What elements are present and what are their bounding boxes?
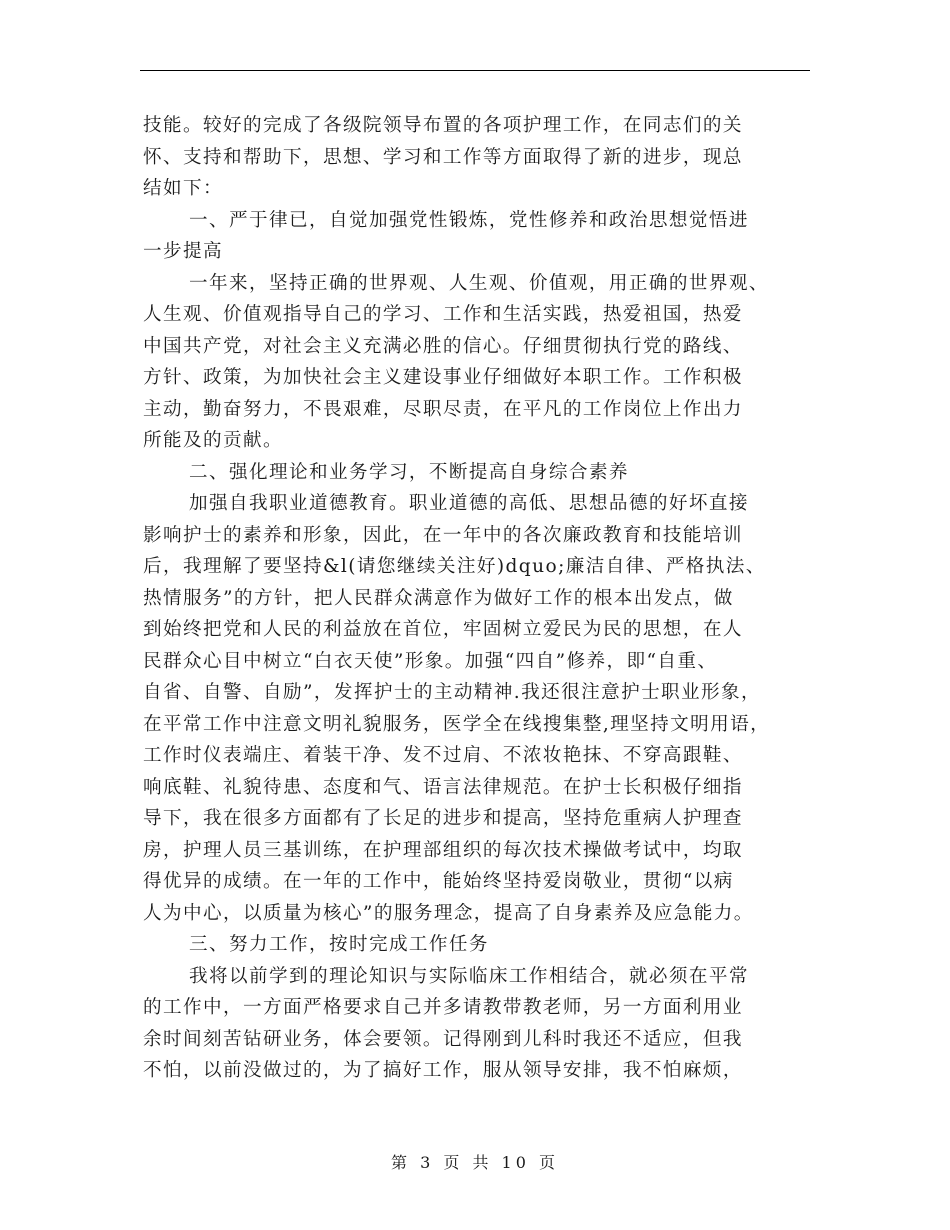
text-line: 主动，勤奋努力，不畏艰难，尽职尽责，在平凡的工作岗位上作出力 bbox=[143, 398, 743, 420]
text-line: 的工作中，一方面严格要求自己并多请教带教老师，另一方面利用业 bbox=[143, 997, 743, 1018]
text-line: 结如下： bbox=[143, 178, 223, 199]
text-line: 二、强化理论和业务学习，不断提高自身综合素养 bbox=[189, 461, 629, 483]
text-line: 一、严于律已，自觉加强党性锻炼，党性修养和政治思想觉悟进 bbox=[189, 209, 749, 231]
text-line: 人为中心，以质量为核心”的服务理念，提高了自身素养及应急能力。 bbox=[143, 902, 754, 924]
text-line: 工作时仪表端庄、着装干净、发不过肩、不浓妆艳抹、不穿高跟鞋、 bbox=[143, 745, 743, 766]
text-line: 一年来，坚持正确的世界观、人生观、价值观，用正确的世界观、 bbox=[189, 272, 769, 294]
page-number-footer: 第 3 页 共 10 页 bbox=[391, 1153, 559, 1172]
text-line: 到始终把党和人民的利益放在首位，牢固树立爱民为民的思想，在人 bbox=[143, 619, 743, 640]
text-line: 得优异的成绩。在一年的工作中，能始终坚持爱岗敬业，贯彻“以病 bbox=[143, 871, 734, 892]
text-line: 民群众心目中树立“白衣天使”形象。加强“四自”修养，即“自重、 bbox=[143, 650, 718, 672]
text-line: 影响护士的素养和形象，因此，在一年中的各次廉政教育和技能培训 bbox=[143, 524, 743, 546]
text-line: 导下，我在很多方面都有了长足的进步和提高，坚持危重病人护理查 bbox=[143, 808, 743, 829]
text-line: 技能。较好的完成了各级院领导布置的各项护理工作，在同志们的关 bbox=[143, 115, 743, 136]
document-body bbox=[143, 110, 813, 1087]
text-line: 自省、自警、自励”，发挥护士的主动精神.我还很注意护士职业形象， bbox=[143, 682, 762, 703]
text-line: 加强自我职业道德教育。职业道德的高低、思想品德的好坏直接 bbox=[189, 493, 749, 514]
text-line: 一步提高 bbox=[143, 241, 223, 262]
text-line: 我将以前学到的理论知识与实际临床工作相结合，就必须在平常 bbox=[189, 965, 749, 987]
text-line: 在平常工作中注意文明礼貌服务，医学全在线搜集整,理坚持文明用语， bbox=[143, 713, 771, 735]
text-line: 三、努力工作，按时完成工作任务 bbox=[189, 934, 489, 955]
text-line: 后，我理解了要坚持&l(请您继续关注好)dquo;廉洁自律、严格执法、 bbox=[143, 556, 766, 577]
text-line: 怀、支持和帮助下，思想、学习和工作等方面取得了新的进步，现总 bbox=[143, 146, 743, 168]
text-line: 中国共产党，对社会主义充满必胜的信心。仔细贯彻执行党的路线、 bbox=[143, 335, 743, 357]
text-line: 所能及的贡献。 bbox=[143, 430, 283, 451]
text-line: 房，护理人员三基训练，在护理部组织的每次技术操做考试中，均取 bbox=[143, 839, 743, 861]
text-line: 响底鞋、礼貌待患、态度和气、语言法律规范。在护士长积极仔细指 bbox=[143, 776, 743, 798]
text-line: 人生观、价值观指导自己的学习、工作和生活实践，热爱祖国，热爱 bbox=[143, 304, 743, 325]
text-line: 方针、政策，为加快社会主义建设事业仔细做好本职工作。工作积极 bbox=[143, 367, 743, 388]
text-line: 热情服务”的方针，把人民群众满意作为做好工作的根本出发点，做 bbox=[143, 587, 734, 609]
header-rule bbox=[140, 70, 810, 71]
text-line: 不怕，以前没做过的，为了搞好工作，服从领导安排，我不怕麻烦， bbox=[143, 1060, 743, 1081]
text-line: 余时间刻苦钻研业务，体会要领。记得刚到儿科时我还不适应，但我 bbox=[143, 1028, 743, 1050]
